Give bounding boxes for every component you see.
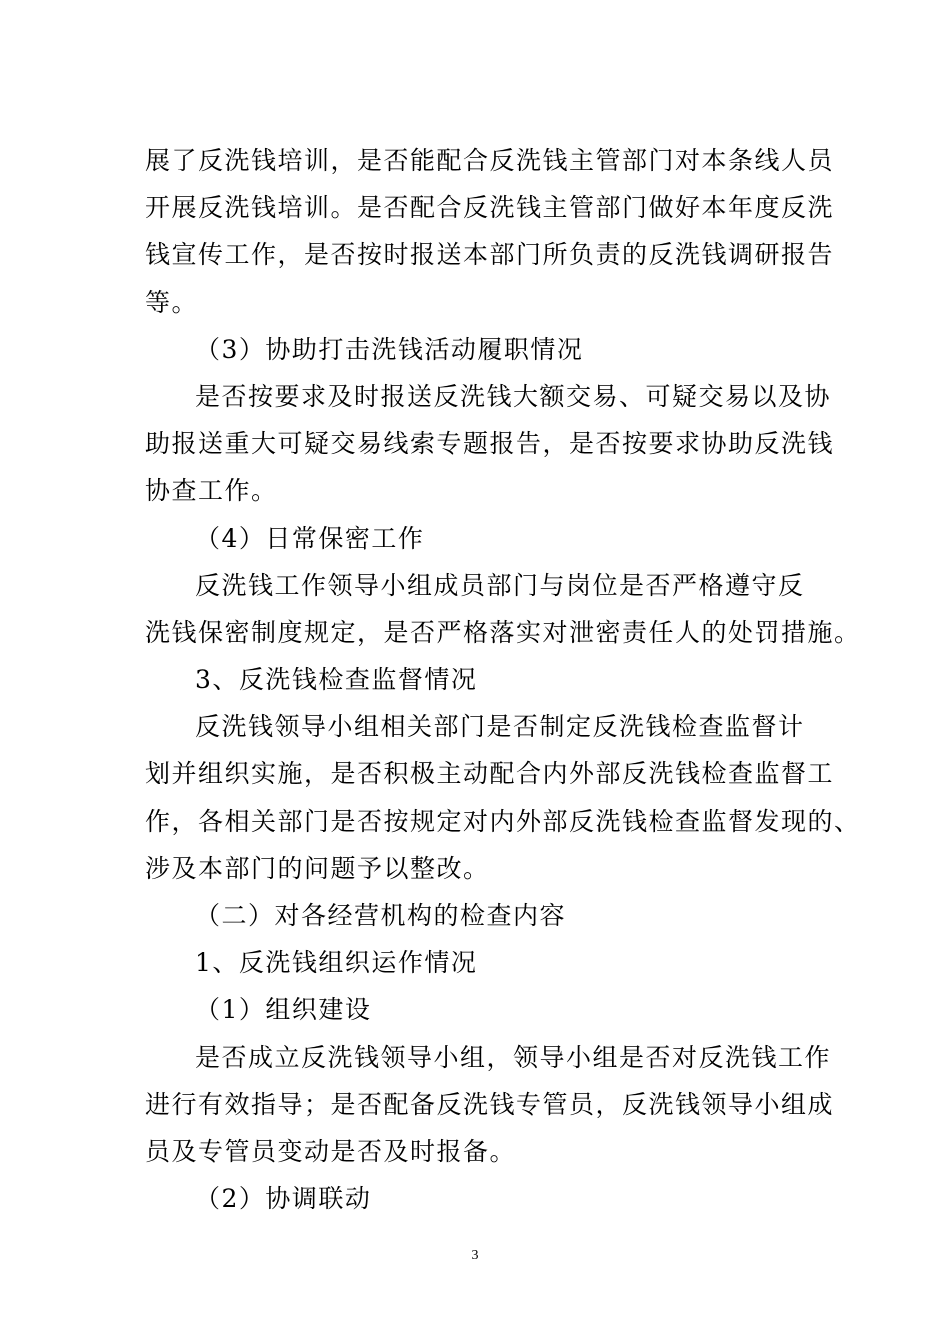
text-line: 等。 [145,287,199,317]
page-number: 3 [471,1248,479,1263]
text-line: 展了反洗钱培训，是否能配合反洗钱主管部门对本条线人员 [145,146,835,175]
text-line: 是否成立反洗钱领导小组，领导小组是否对反洗钱工作 [195,1042,832,1072]
subsection-heading: （3）协助打击洗钱活动履职情况 [195,334,584,364]
section-heading: 1、反洗钱组织运作情况 [195,948,478,978]
text-line: 反洗钱工作领导小组成员部门与岗位是否严格遵守反 [195,570,805,600]
text-line: 涉及本部门的问题予以整改。 [145,853,490,883]
text-line: 助报送重大可疑交易线索专题报告，是否按要求协助反洗钱 [145,429,835,459]
subsection-heading: （2）协调联动 [195,1184,372,1214]
text-line: 开展反洗钱培训。是否配合反洗钱主管部门做好本年度反洗 [145,193,835,223]
text-line: 钱宣传工作，是否按时报送本部门所负责的反洗钱调研报告 [145,240,835,270]
chapter-heading: （二）对各经营机构的检查内容 [195,901,567,930]
text-line: 洗钱保密制度规定，是否严格落实对泄密责任人的处罚措施。 [145,617,861,647]
text-line: 进行有效指导；是否配备反洗钱专管员，反洗钱领导小组成 [145,1089,835,1119]
subsection-heading: （4）日常保密工作 [195,523,425,553]
text-line: 反洗钱领导小组相关部门是否制定反洗钱检查监督计 [195,712,805,742]
text-line: 划并组织实施，是否积极主动配合内外部反洗钱检查监督工 [145,759,835,789]
text-line: 是否按要求及时报送反洗钱大额交易、可疑交易以及协 [195,381,832,411]
text-line: 协查工作。 [145,476,278,506]
text-line: 员及专管员变动是否及时报备。 [145,1136,517,1166]
subsection-heading: （1）组织建设 [195,995,372,1025]
body-text [145,137,861,1222]
section-heading: 3、反洗钱检查监督情况 [195,665,478,695]
text-line: 作，各相关部门是否按规定对内外部反洗钱检查监督发现的、 [145,806,861,836]
